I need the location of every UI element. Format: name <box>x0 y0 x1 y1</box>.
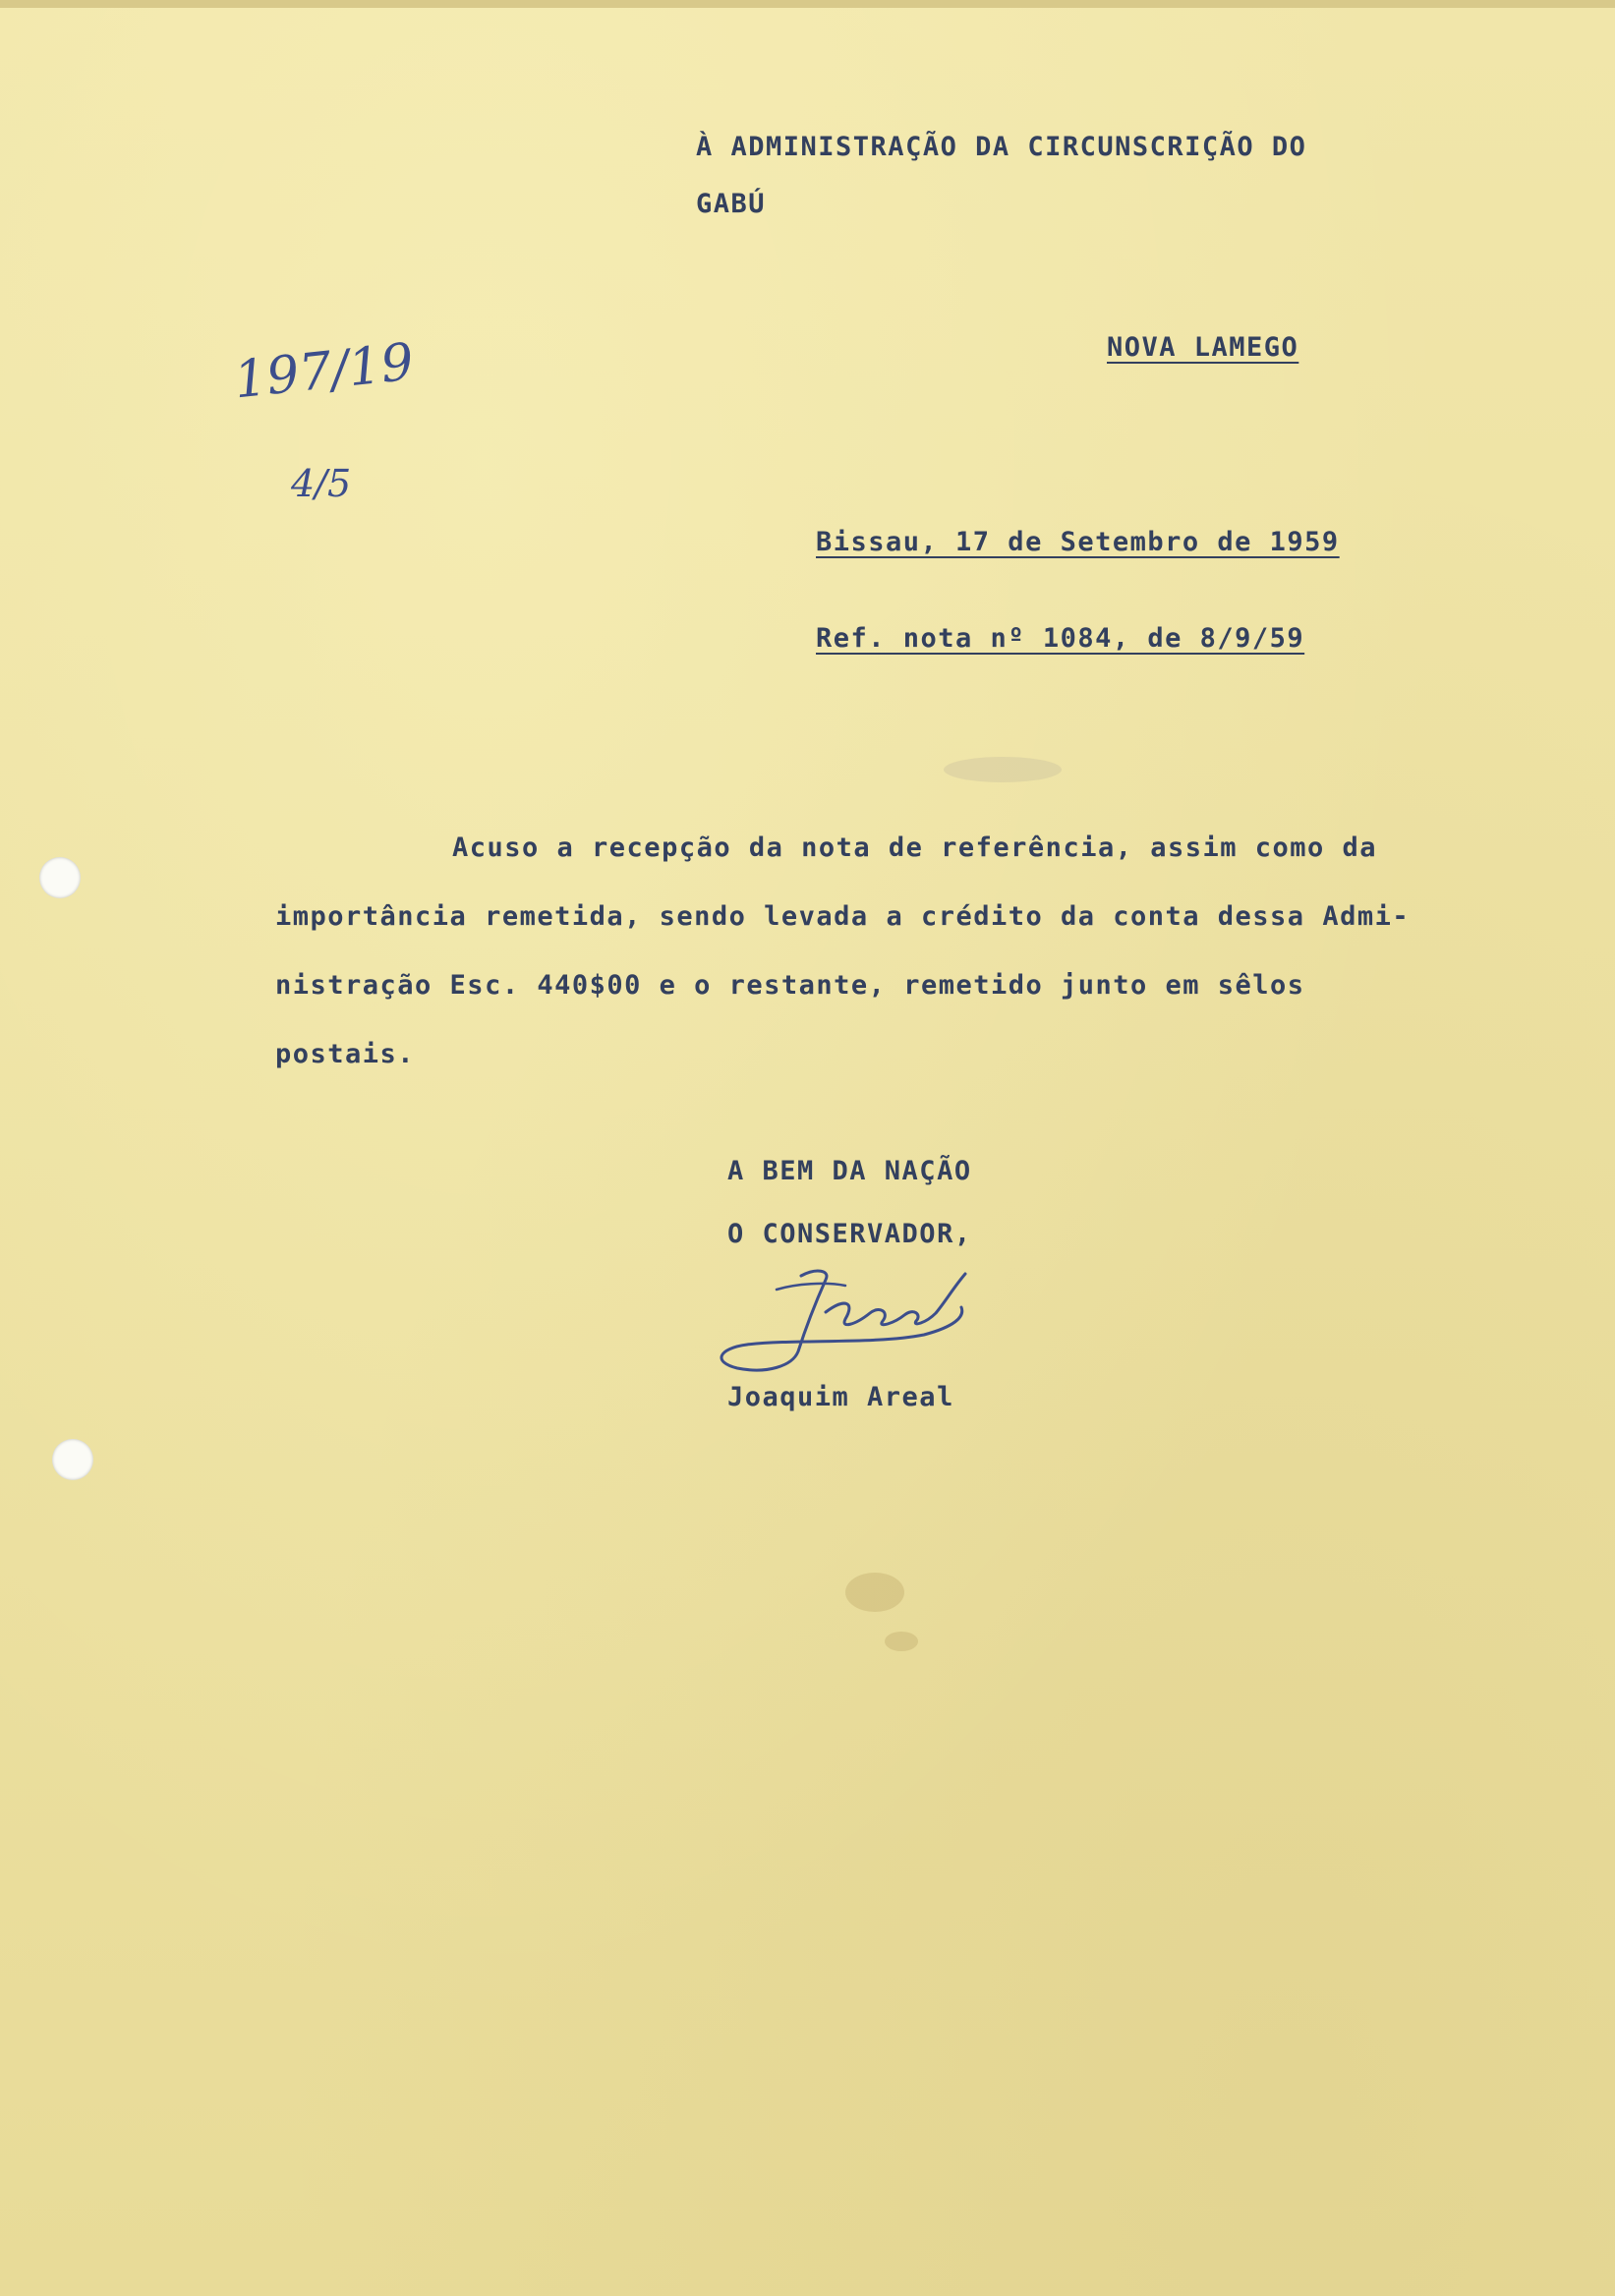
paper-smudge <box>944 757 1062 782</box>
handwritten-file-number: 197/19 <box>231 332 417 411</box>
handwritten-page-number: 4/5 <box>291 462 352 505</box>
addressee-line-2: GABÚ <box>696 189 767 219</box>
closing-salutation: A BEM DA NAÇÃO <box>727 1156 972 1186</box>
page-top-edge <box>0 0 1615 8</box>
closing-title: O CONSERVADOR, <box>727 1219 972 1249</box>
body-line-2: importância remetida, sendo levada a crédito da conta dessa Admi- <box>275 901 1411 932</box>
body-line-4: postais. <box>275 1039 416 1069</box>
body-paragraph <box>275 814 1553 1089</box>
reference-line: Ref. nota nº 1084, de 8/9/59 <box>816 623 1305 654</box>
handwritten-signature <box>708 1258 1022 1386</box>
punch-hole-top <box>39 857 81 898</box>
location-heading: NOVA LAMEGO <box>1107 332 1299 363</box>
signatory-name: Joaquim Areal <box>727 1382 954 1412</box>
punch-hole-bottom <box>52 1439 93 1480</box>
body-line-3: nistração Esc. 440$00 e o restante, remetido junto em sêlos <box>275 970 1305 1001</box>
paper-stain <box>885 1632 918 1651</box>
body-line-1: Acuso a recepção da nota de referência, assim como da <box>452 832 1378 863</box>
addressee-line-1: À ADMINISTRAÇÃO DA CIRCUNSCRIÇÃO DO <box>696 132 1307 162</box>
date-line: Bissau, 17 de Setembro de 1959 <box>816 527 1340 557</box>
paper-stain <box>845 1573 904 1612</box>
